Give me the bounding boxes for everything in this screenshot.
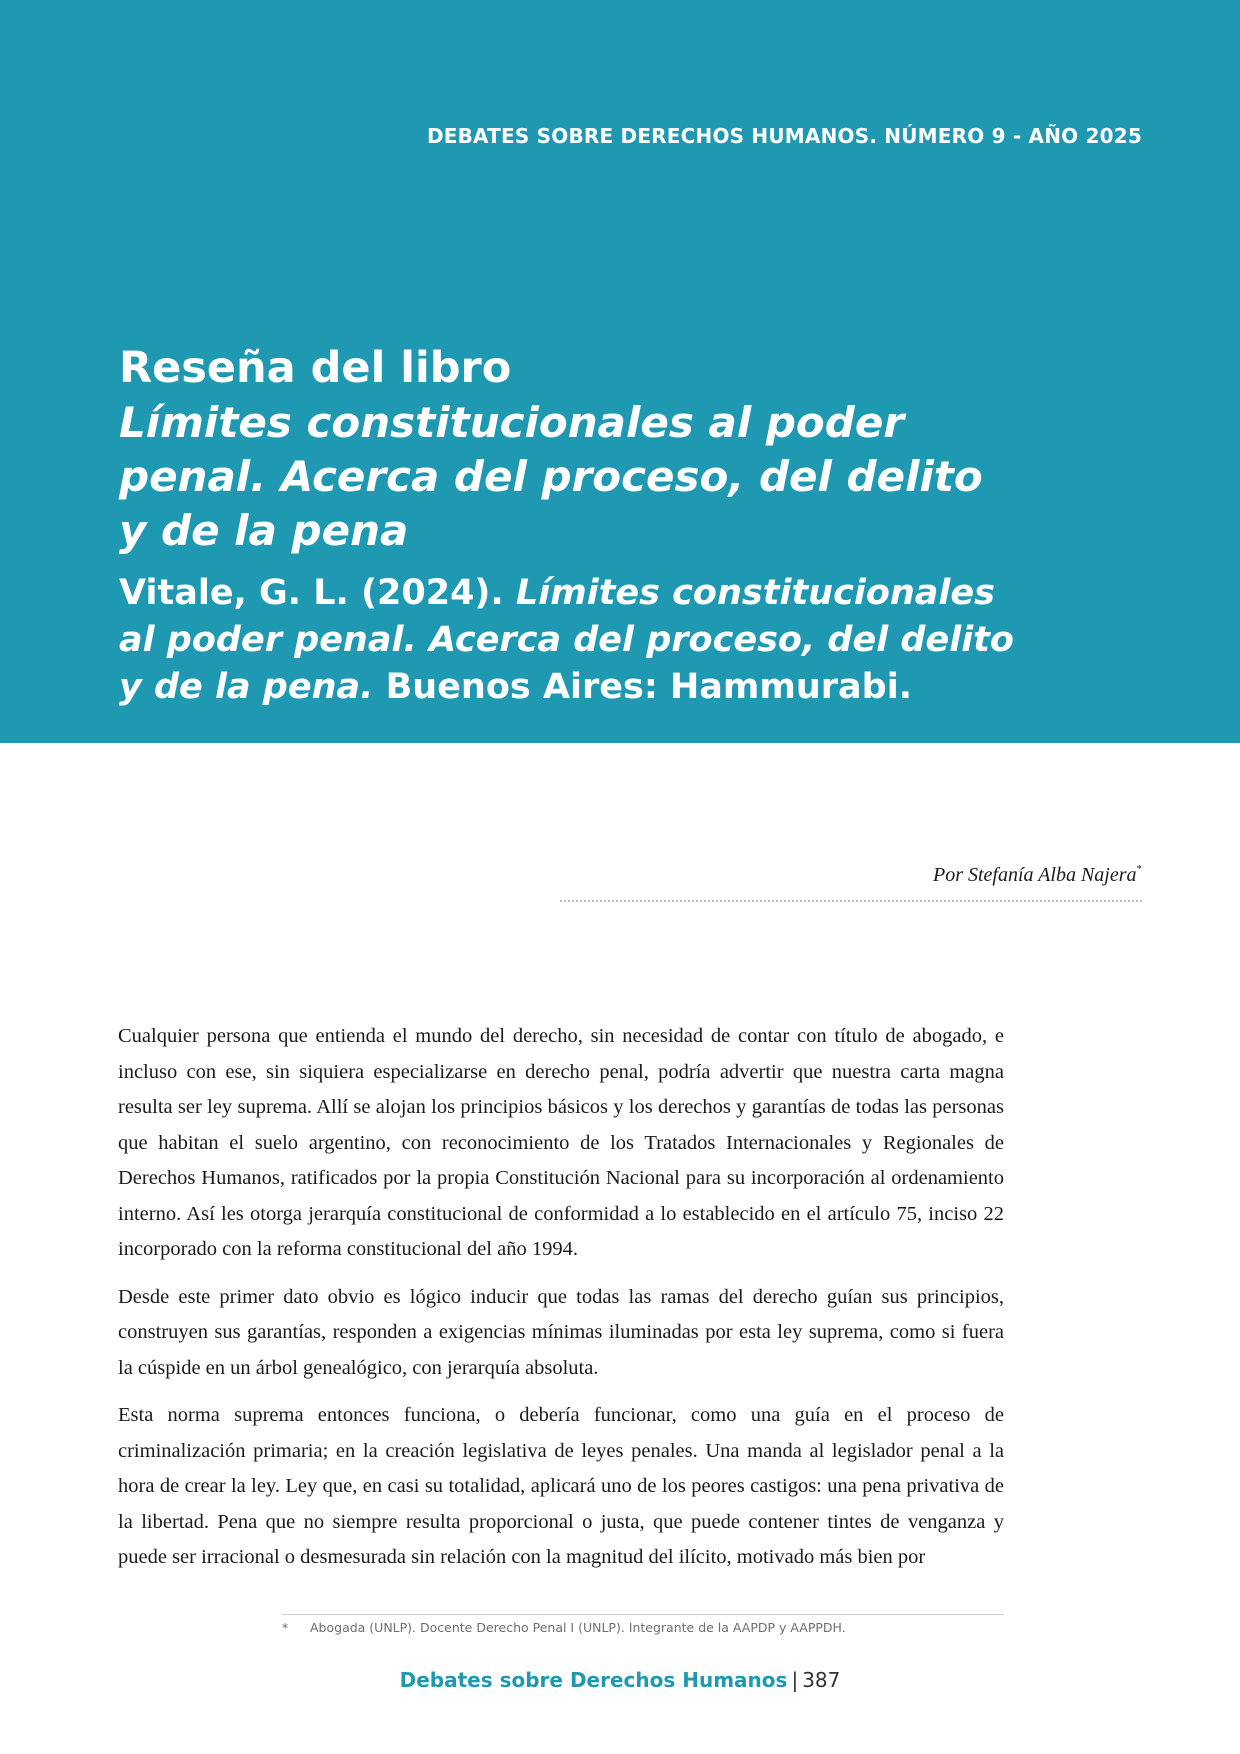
book-title-line: penal. Acerca del proceso, del delito <box>119 452 983 501</box>
article-body <box>118 1019 1004 1588</box>
body-paragraph: Esta norma suprema entonces funciona, o debería funcionar, como una guía en el proceso de criminalización primaria; en la creación legislativa de leyes penales. Una manda al legislador penal a la hora de crear la ley. Ley que, en casi su totalidad, aplicará uno de los peores castigos: una pena privativa de la libertad. Pena que no siempre resulta proporcional o justa, que puede contener tintes de venganza y puede ser irracional o desmesurada sin relación con la magnitud del ilícito, motivado más bien por <box>118 1404 1004 1568</box>
title-block <box>119 340 1019 711</box>
footnote-text: Abogada (UNLP). Docente Derecho Penal I (UNLP). Integrante de la AAPDP y AAPPDH. <box>310 1620 846 1635</box>
book-title-line: Límites constitucionales al poder <box>119 398 905 447</box>
page-footer <box>0 1668 1240 1692</box>
header-band <box>0 0 1240 743</box>
footnote <box>282 1620 846 1635</box>
page-title: Reseña del libro <box>119 343 512 393</box>
book-title <box>119 396 1019 558</box>
dotted-divider <box>560 900 1142 902</box>
citation-publisher: Buenos Aires: Hammurabi. <box>385 667 912 707</box>
footnote-divider <box>282 1614 1004 1615</box>
page-number: 387 <box>802 1668 841 1692</box>
footnote-marker[interactable]: * <box>1136 863 1142 875</box>
journal-issue-line: DEBATES SOBRE DERECHOS HUMANOS. NÚMERO 9 - AÑO 2025 <box>426 124 1142 148</box>
book-title-line: y de la pena <box>119 506 409 555</box>
footer-separator: | <box>791 1668 799 1692</box>
footer-journal-name: Debates sobre Derechos Humanos <box>399 1668 788 1692</box>
body-paragraph: Cualquier persona que entienda el mundo del derecho, sin necesidad de contar con título de abogado, e incluso con ese, sin siquiera especializarse en derecho penal, podría advertir que nuestra carta magna resulta ser ley suprema. Allí se alojan los principios básicos y los derechos y garantías de todas las personas que habitan el suelo argentino, con reconocimiento de los Tratados Internacionales y Regionales de Derechos Humanos, ratificados por la propia Constitución Nacional para su incorporación al ordenamiento interno. Así les otorga jerarquía constitucional de conformidad a lo establecido en el artículo 75, inciso 22 incorporado con la reforma constitucional del año 1994. <box>118 1025 1004 1260</box>
byline-text: Por Stefanía Alba Najera <box>932 864 1137 886</box>
footnote-mark: * <box>282 1620 289 1635</box>
author-byline <box>933 863 1142 887</box>
body-paragraph: Desde este primer dato obvio es lógico inducir que todas las ramas del derecho guían sus principios, construyen sus garantías, responden a exigencias mínimas iluminadas por esta ley suprema, como si fuera la cúspide en un árbol genealógico, con jerarquía absoluta. <box>118 1285 1004 1379</box>
citation-title: Límites constitucionales al poder penal. Acerca del proceso, del delito y de la pena. <box>119 573 1014 707</box>
book-citation <box>119 570 1019 711</box>
citation-author-year: Vitale, G. L. (2024). <box>119 573 504 613</box>
